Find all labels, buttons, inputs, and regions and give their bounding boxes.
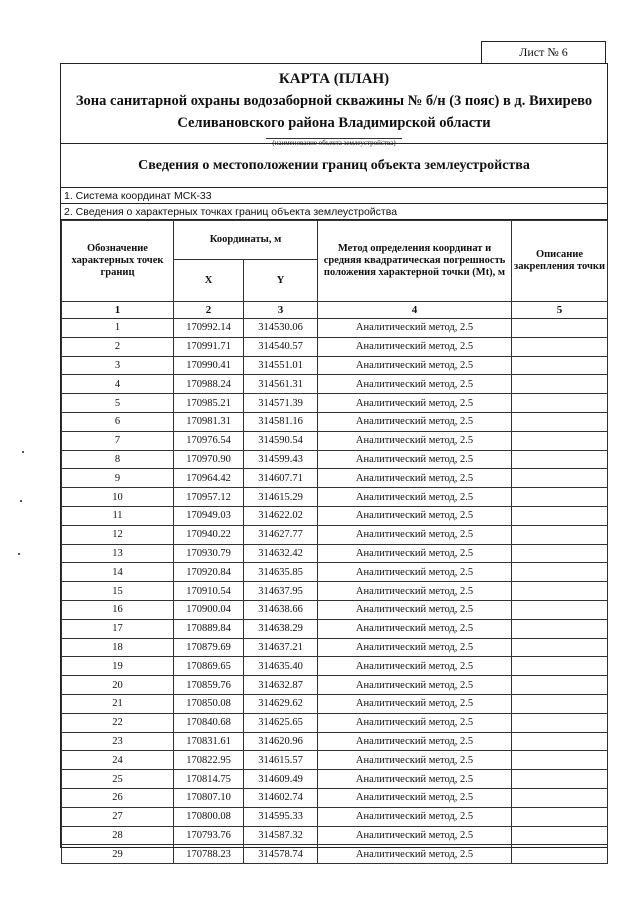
document-frame bbox=[60, 63, 608, 860]
coord-x-cell: 170920.84 bbox=[174, 563, 244, 582]
method-cell: Аналитический метод, 2.5 bbox=[318, 394, 512, 413]
coord-y-cell: 314602.74 bbox=[244, 788, 318, 807]
coord-x-cell: 170788.23 bbox=[174, 845, 244, 864]
method-cell: Аналитический метод, 2.5 bbox=[318, 826, 512, 845]
point-number-cell: 15 bbox=[62, 582, 174, 601]
point-number-cell: 23 bbox=[62, 732, 174, 751]
coord-x-cell: 170793.76 bbox=[174, 826, 244, 845]
description-cell bbox=[512, 337, 608, 356]
point-number-cell: 22 bbox=[62, 713, 174, 732]
coord-x-cell: 170985.21 bbox=[174, 394, 244, 413]
description-cell bbox=[512, 319, 608, 338]
coord-y-cell: 314629.62 bbox=[244, 694, 318, 713]
point-number-cell: 17 bbox=[62, 619, 174, 638]
table-row bbox=[62, 356, 608, 375]
coord-x-cell: 170879.69 bbox=[174, 638, 244, 657]
point-number-cell: 18 bbox=[62, 638, 174, 657]
description-cell bbox=[512, 619, 608, 638]
header-method: Метод определения координат и средняя квадратическая погрешность положения характерной точки (Mt), м bbox=[318, 221, 512, 302]
point-number-cell: 13 bbox=[62, 544, 174, 563]
table-row bbox=[62, 394, 608, 413]
column-number: 2 bbox=[174, 302, 244, 319]
coord-y-cell: 314632.42 bbox=[244, 544, 318, 563]
document-title: КАРТА (ПЛАН) bbox=[278, 71, 390, 87]
method-cell: Аналитический метод, 2.5 bbox=[318, 450, 512, 469]
method-cell: Аналитический метод, 2.5 bbox=[318, 356, 512, 375]
header-coordinates: Координаты, м bbox=[174, 221, 318, 260]
table-row bbox=[62, 525, 608, 544]
method-cell: Аналитический метод, 2.5 bbox=[318, 337, 512, 356]
coord-x-cell: 170814.75 bbox=[174, 770, 244, 789]
description-cell bbox=[512, 450, 608, 469]
method-cell: Аналитический метод, 2.5 bbox=[318, 694, 512, 713]
point-number-cell: 29 bbox=[62, 845, 174, 864]
coord-y-cell: 314540.57 bbox=[244, 337, 318, 356]
coord-y-cell: 314637.21 bbox=[244, 638, 318, 657]
coord-x-cell: 170869.65 bbox=[174, 657, 244, 676]
coord-x-cell: 170970.90 bbox=[174, 450, 244, 469]
coord-y-cell: 314578.74 bbox=[244, 845, 318, 864]
coord-x-cell: 170991.71 bbox=[174, 337, 244, 356]
points-table bbox=[61, 220, 608, 864]
coord-x-cell: 170981.31 bbox=[174, 412, 244, 431]
method-cell: Аналитический метод, 2.5 bbox=[318, 600, 512, 619]
object-name-line2: Селивановского района Владимирской области bbox=[177, 115, 491, 131]
column-number: 4 bbox=[318, 302, 512, 319]
table-row bbox=[62, 319, 608, 338]
description-cell bbox=[512, 713, 608, 732]
table-row bbox=[62, 600, 608, 619]
point-number-cell: 12 bbox=[62, 525, 174, 544]
scan-speck bbox=[22, 451, 24, 453]
point-number-cell: 27 bbox=[62, 807, 174, 826]
coord-x-cell: 170850.08 bbox=[174, 694, 244, 713]
coord-y-cell: 314635.85 bbox=[244, 563, 318, 582]
method-cell: Аналитический метод, 2.5 bbox=[318, 657, 512, 676]
table-row bbox=[62, 544, 608, 563]
section-title: Сведения о местоположении границ объекта землеустройства bbox=[61, 144, 607, 188]
scan-speck bbox=[20, 500, 22, 502]
description-cell bbox=[512, 506, 608, 525]
method-cell: Аналитический метод, 2.5 bbox=[318, 412, 512, 431]
method-cell: Аналитический метод, 2.5 bbox=[318, 676, 512, 695]
table-row bbox=[62, 619, 608, 638]
point-number-cell: 16 bbox=[62, 600, 174, 619]
coord-y-cell: 314620.96 bbox=[244, 732, 318, 751]
table-row bbox=[62, 375, 608, 394]
object-name-caption: (наименование объекта землеустройства) bbox=[266, 138, 401, 147]
table-row bbox=[62, 506, 608, 525]
coord-y-cell: 314627.77 bbox=[244, 525, 318, 544]
method-cell: Аналитический метод, 2.5 bbox=[318, 319, 512, 338]
object-name-line1: Зона санитарной охраны водозаборной скважины № б/н (3 пояс) в д. Вихирево bbox=[75, 93, 593, 109]
point-number-cell: 10 bbox=[62, 488, 174, 507]
table-row bbox=[62, 694, 608, 713]
points-section-title: 2. Сведения о характерных точках границ объекта землеустройства bbox=[61, 204, 607, 220]
description-cell bbox=[512, 582, 608, 601]
coord-y-cell: 314615.57 bbox=[244, 751, 318, 770]
description-cell bbox=[512, 694, 608, 713]
coord-y-cell: 314622.02 bbox=[244, 506, 318, 525]
coord-x-cell: 170949.03 bbox=[174, 506, 244, 525]
description-cell bbox=[512, 469, 608, 488]
point-number-cell: 26 bbox=[62, 788, 174, 807]
description-cell bbox=[512, 845, 608, 864]
coord-y-cell: 314587.32 bbox=[244, 826, 318, 845]
header-designation: Обозначение характерных точек границ bbox=[62, 221, 174, 302]
method-cell: Аналитический метод, 2.5 bbox=[318, 845, 512, 864]
point-number-cell: 6 bbox=[62, 412, 174, 431]
coord-y-cell: 314615.29 bbox=[244, 488, 318, 507]
description-cell bbox=[512, 826, 608, 845]
coord-y-cell: 314571.39 bbox=[244, 394, 318, 413]
method-cell: Аналитический метод, 2.5 bbox=[318, 713, 512, 732]
coord-x-cell: 170800.08 bbox=[174, 807, 244, 826]
description-cell bbox=[512, 676, 608, 695]
table-row bbox=[62, 469, 608, 488]
coord-x-cell: 170964.42 bbox=[174, 469, 244, 488]
table-body bbox=[62, 319, 608, 864]
coord-x-cell: 170990.41 bbox=[174, 356, 244, 375]
method-cell: Аналитический метод, 2.5 bbox=[318, 544, 512, 563]
coord-x-cell: 170940.22 bbox=[174, 525, 244, 544]
method-cell: Аналитический метод, 2.5 bbox=[318, 732, 512, 751]
coord-y-cell: 314635.40 bbox=[244, 657, 318, 676]
coord-x-cell: 170840.68 bbox=[174, 713, 244, 732]
coord-y-cell: 314607.71 bbox=[244, 469, 318, 488]
header-x: X bbox=[174, 260, 244, 302]
header-description: Описание закрепления точки bbox=[512, 221, 608, 302]
coordinate-system: 1. Система координат МСК-33 bbox=[61, 188, 607, 204]
point-number-cell: 25 bbox=[62, 770, 174, 789]
method-cell: Аналитический метод, 2.5 bbox=[318, 638, 512, 657]
method-cell: Аналитический метод, 2.5 bbox=[318, 619, 512, 638]
description-cell bbox=[512, 751, 608, 770]
description-cell bbox=[512, 657, 608, 676]
description-cell bbox=[512, 732, 608, 751]
coord-y-cell: 314609.49 bbox=[244, 770, 318, 789]
table-row bbox=[62, 657, 608, 676]
coord-x-cell: 170859.76 bbox=[174, 676, 244, 695]
coord-y-cell: 314561.31 bbox=[244, 375, 318, 394]
coord-y-cell: 314581.16 bbox=[244, 412, 318, 431]
point-number-cell: 9 bbox=[62, 469, 174, 488]
table-row bbox=[62, 638, 608, 657]
table-row bbox=[62, 431, 608, 450]
table-row bbox=[62, 807, 608, 826]
coord-x-cell: 170976.54 bbox=[174, 431, 244, 450]
method-cell: Аналитический метод, 2.5 bbox=[318, 807, 512, 826]
coord-x-cell: 170807.10 bbox=[174, 788, 244, 807]
description-cell bbox=[512, 431, 608, 450]
method-cell: Аналитический метод, 2.5 bbox=[318, 563, 512, 582]
description-cell bbox=[512, 488, 608, 507]
description-cell bbox=[512, 356, 608, 375]
method-cell: Аналитический метод, 2.5 bbox=[318, 770, 512, 789]
point-number-cell: 5 bbox=[62, 394, 174, 413]
point-number-cell: 3 bbox=[62, 356, 174, 375]
description-cell bbox=[512, 807, 608, 826]
method-cell: Аналитический метод, 2.5 bbox=[318, 788, 512, 807]
point-number-cell: 28 bbox=[62, 826, 174, 845]
coord-y-cell: 314551.01 bbox=[244, 356, 318, 375]
point-number-cell: 24 bbox=[62, 751, 174, 770]
point-number-cell: 2 bbox=[62, 337, 174, 356]
point-number-cell: 11 bbox=[62, 506, 174, 525]
coord-y-cell: 314590.54 bbox=[244, 431, 318, 450]
description-cell bbox=[512, 563, 608, 582]
coord-x-cell: 170992.14 bbox=[174, 319, 244, 338]
description-cell bbox=[512, 600, 608, 619]
coord-y-cell: 314637.95 bbox=[244, 582, 318, 601]
table-row bbox=[62, 845, 608, 864]
coord-x-cell: 170910.54 bbox=[174, 582, 244, 601]
sheet-number: Лист № 6 bbox=[481, 41, 606, 63]
coord-x-cell: 170831.61 bbox=[174, 732, 244, 751]
coord-y-cell: 314530.06 bbox=[244, 319, 318, 338]
method-cell: Аналитический метод, 2.5 bbox=[318, 525, 512, 544]
coord-x-cell: 170889.84 bbox=[174, 619, 244, 638]
coord-y-cell: 314595.33 bbox=[244, 807, 318, 826]
scan-speck bbox=[18, 553, 20, 555]
table-row bbox=[62, 676, 608, 695]
description-cell bbox=[512, 788, 608, 807]
table-row bbox=[62, 732, 608, 751]
description-cell bbox=[512, 525, 608, 544]
table-row bbox=[62, 770, 608, 789]
description-cell bbox=[512, 638, 608, 657]
description-cell bbox=[512, 375, 608, 394]
table-row bbox=[62, 412, 608, 431]
description-cell bbox=[512, 544, 608, 563]
column-number: 5 bbox=[512, 302, 608, 319]
method-cell: Аналитический метод, 2.5 bbox=[318, 582, 512, 601]
table-row bbox=[62, 563, 608, 582]
coord-x-cell: 170957.12 bbox=[174, 488, 244, 507]
point-number-cell: 1 bbox=[62, 319, 174, 338]
point-number-cell: 8 bbox=[62, 450, 174, 469]
coord-x-cell: 170822.95 bbox=[174, 751, 244, 770]
method-cell: Аналитический метод, 2.5 bbox=[318, 751, 512, 770]
column-number: 1 bbox=[62, 302, 174, 319]
point-number-cell: 7 bbox=[62, 431, 174, 450]
table-row bbox=[62, 450, 608, 469]
method-cell: Аналитический метод, 2.5 bbox=[318, 431, 512, 450]
coord-y-cell: 314625.65 bbox=[244, 713, 318, 732]
point-number-cell: 14 bbox=[62, 563, 174, 582]
method-cell: Аналитический метод, 2.5 bbox=[318, 506, 512, 525]
point-number-cell: 21 bbox=[62, 694, 174, 713]
coord-x-cell: 170988.24 bbox=[174, 375, 244, 394]
table-row bbox=[62, 713, 608, 732]
column-number: 3 bbox=[244, 302, 318, 319]
coord-y-cell: 314632.87 bbox=[244, 676, 318, 695]
table-row bbox=[62, 582, 608, 601]
coord-y-cell: 314638.29 bbox=[244, 619, 318, 638]
coord-y-cell: 314638.66 bbox=[244, 600, 318, 619]
header-y: Y bbox=[244, 260, 318, 302]
table-row bbox=[62, 788, 608, 807]
table-row bbox=[62, 826, 608, 845]
method-cell: Аналитический метод, 2.5 bbox=[318, 375, 512, 394]
description-cell bbox=[512, 412, 608, 431]
coord-x-cell: 170930.79 bbox=[174, 544, 244, 563]
method-cell: Аналитический метод, 2.5 bbox=[318, 488, 512, 507]
table-row bbox=[62, 337, 608, 356]
coord-y-cell: 314599.43 bbox=[244, 450, 318, 469]
description-cell bbox=[512, 394, 608, 413]
description-cell bbox=[512, 770, 608, 789]
point-number-cell: 19 bbox=[62, 657, 174, 676]
point-number-cell: 4 bbox=[62, 375, 174, 394]
title-block bbox=[61, 64, 607, 147]
point-number-cell: 20 bbox=[62, 676, 174, 695]
method-cell: Аналитический метод, 2.5 bbox=[318, 469, 512, 488]
coord-x-cell: 170900.04 bbox=[174, 600, 244, 619]
table-row bbox=[62, 488, 608, 507]
table-row bbox=[62, 751, 608, 770]
